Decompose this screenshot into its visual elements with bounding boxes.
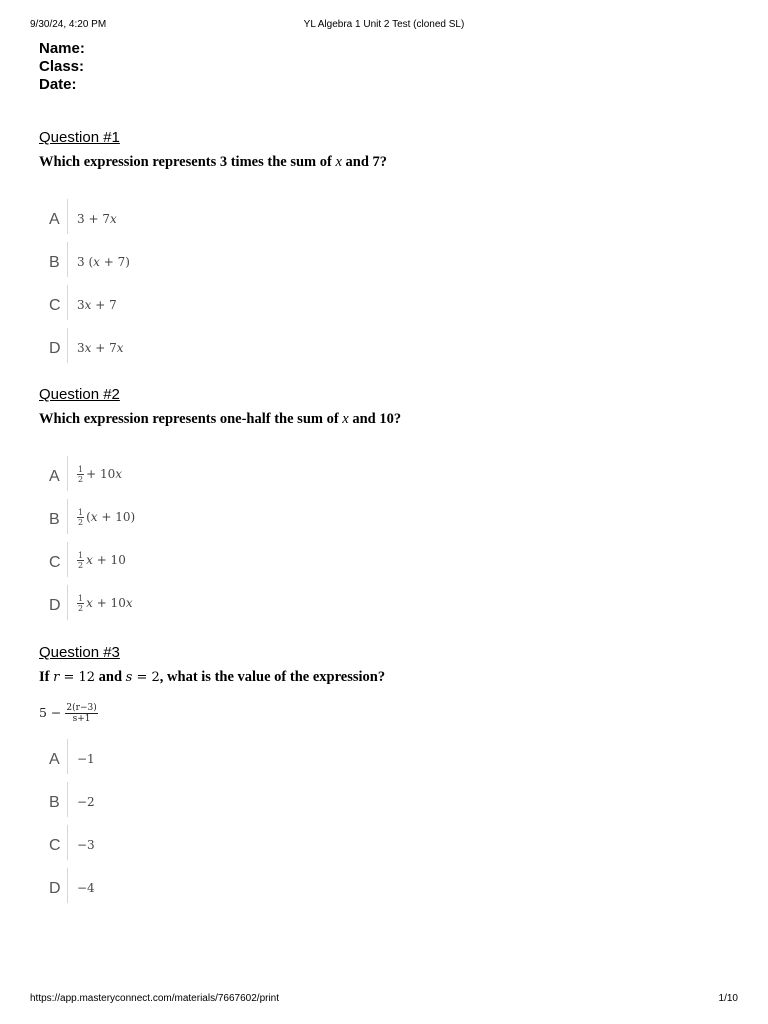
choice-letter: C xyxy=(49,297,61,314)
print-header xyxy=(30,19,738,33)
choice-divider xyxy=(67,782,68,817)
choice-letter: D xyxy=(49,597,61,614)
fraction-half xyxy=(77,551,84,570)
question-heading: Question #1 xyxy=(39,129,120,146)
fraction-denominator: 2 xyxy=(78,518,84,527)
question-stem xyxy=(39,667,729,687)
fraction-denominator: 2 xyxy=(78,604,84,613)
expr-part: + 10 xyxy=(92,596,126,610)
fraction-half xyxy=(77,465,84,484)
choice-divider xyxy=(67,868,68,903)
choice-letter: C xyxy=(49,837,61,854)
expr-part: + 7) xyxy=(99,255,130,269)
expression-lead: 5 − xyxy=(39,705,62,720)
date-label: Date: xyxy=(39,76,77,93)
choice-expression xyxy=(77,551,126,570)
expr-var: x xyxy=(86,553,93,567)
question-2-choices xyxy=(39,456,439,628)
stem-text: Which expression represents 3 times the sum of xyxy=(39,154,336,170)
choice-d[interactable] xyxy=(39,585,439,628)
expr-part: +1 xyxy=(77,714,91,724)
expr-var: x xyxy=(125,596,133,610)
expr-var: x xyxy=(116,341,124,355)
question-1 xyxy=(39,128,729,172)
choice-divider xyxy=(67,242,68,277)
choice-c[interactable] xyxy=(39,285,439,328)
class-label: Class: xyxy=(39,58,85,75)
choice-value: −2 xyxy=(77,795,95,809)
choice-letter: A xyxy=(49,468,60,485)
expression-fraction xyxy=(65,703,97,724)
expr-part: 3 ( xyxy=(77,255,94,269)
choice-divider xyxy=(67,328,68,363)
choice-divider xyxy=(67,542,68,577)
question-heading: Question #3 xyxy=(39,644,120,661)
choice-divider xyxy=(67,199,68,234)
question-stem xyxy=(39,409,729,429)
question-3-choices xyxy=(39,739,439,911)
choice-divider xyxy=(67,825,68,860)
choice-b[interactable] xyxy=(39,242,439,285)
expr-var: r xyxy=(75,703,80,713)
choice-b[interactable] xyxy=(39,782,439,825)
print-doc-title: YL Algebra 1 Unit 2 Test (cloned SL) xyxy=(303,19,465,30)
expr-var: x xyxy=(84,298,92,312)
stem-math-r xyxy=(53,670,95,685)
stem-text-end: , what is the value of the expression? xyxy=(159,669,386,685)
stem-value: = 2 xyxy=(132,670,160,685)
fraction-numerator: 1 xyxy=(78,465,84,474)
choice-expression xyxy=(77,465,122,484)
name-label: Name: xyxy=(39,40,85,57)
question-3-expression xyxy=(39,703,100,724)
choice-letter: D xyxy=(49,340,61,357)
fraction-numerator: 1 xyxy=(78,508,84,517)
choice-c[interactable] xyxy=(39,542,439,585)
choice-value: −4 xyxy=(77,881,95,895)
fraction-numerator: 1 xyxy=(78,551,84,560)
choice-d[interactable] xyxy=(39,328,439,371)
choice-a[interactable] xyxy=(39,199,439,242)
stem-variable: x xyxy=(335,154,342,170)
stem-text-end: and 10? xyxy=(348,411,402,427)
stem-text: If xyxy=(39,669,54,685)
page-number: 1/10 xyxy=(718,993,738,1004)
choice-letter: B xyxy=(49,794,60,811)
choice-expression xyxy=(77,212,117,226)
choice-value: −1 xyxy=(77,752,95,766)
expr-var: x xyxy=(90,510,98,524)
choice-divider xyxy=(67,456,68,491)
expr-part: −3) xyxy=(79,703,97,713)
expression-numerator xyxy=(65,703,97,714)
expression-denominator xyxy=(65,714,97,724)
question-heading: Question #2 xyxy=(39,386,120,403)
question-1-choices xyxy=(39,199,439,371)
choice-divider xyxy=(67,739,68,774)
expr-part: + 7 xyxy=(91,298,117,312)
question-stem xyxy=(39,152,729,172)
stem-variable: r xyxy=(53,670,60,685)
choice-a[interactable] xyxy=(39,456,439,499)
choice-expression xyxy=(77,508,135,527)
expr-var: x xyxy=(93,255,100,269)
expr-part: + 10) xyxy=(97,510,136,524)
choice-letter: A xyxy=(49,751,60,768)
stem-text: and xyxy=(95,669,126,685)
choice-divider xyxy=(67,499,68,534)
expr-part: 3 xyxy=(77,298,85,312)
expr-part: + 7 xyxy=(91,341,117,355)
expr-part: + 10 xyxy=(92,553,126,567)
choice-divider xyxy=(67,585,68,620)
question-2 xyxy=(39,385,729,429)
fraction-denominator: 2 xyxy=(78,475,84,484)
print-footer xyxy=(30,993,738,1007)
choice-expression xyxy=(77,341,124,355)
choice-expression xyxy=(77,298,117,312)
choice-a[interactable] xyxy=(39,739,439,782)
expr-var: s xyxy=(72,714,78,724)
choice-letter: C xyxy=(49,554,61,571)
choice-letter: B xyxy=(49,254,60,271)
question-3 xyxy=(39,643,729,687)
expr-part: 3 + 7 xyxy=(77,212,110,226)
expr-part: + 10 xyxy=(86,467,116,481)
choice-expression xyxy=(77,255,130,269)
choice-expression xyxy=(77,594,133,613)
fraction-half xyxy=(77,508,84,527)
expr-part: 3 xyxy=(77,341,85,355)
choice-b[interactable] xyxy=(39,499,439,542)
stem-variable: s xyxy=(125,670,133,685)
print-url[interactable]: https://app.masteryconnect.com/materials/7667602/print xyxy=(30,993,280,1004)
choice-letter: D xyxy=(49,880,61,897)
expr-part: 2( xyxy=(66,703,76,713)
choice-divider xyxy=(67,285,68,320)
choice-letter: A xyxy=(49,211,60,228)
choice-d[interactable] xyxy=(39,868,439,911)
choice-value: −3 xyxy=(77,838,95,852)
expr-var: x xyxy=(84,341,92,355)
expr-part: ( xyxy=(86,510,91,524)
fraction-numerator: 1 xyxy=(78,594,84,603)
expr-var: x xyxy=(115,467,123,481)
student-info xyxy=(39,40,85,94)
fraction-denominator: 2 xyxy=(78,561,84,570)
stem-math-s xyxy=(126,670,160,685)
expr-var: x xyxy=(109,212,117,226)
choice-c[interactable] xyxy=(39,825,439,868)
fraction-half xyxy=(77,594,84,613)
choice-letter: B xyxy=(49,511,60,528)
stem-text-end: and 7? xyxy=(341,154,388,170)
expr-var: x xyxy=(86,596,93,610)
stem-variable: x xyxy=(342,411,349,427)
stem-text: Which expression represents one-half the sum of xyxy=(39,411,343,427)
print-datetime: 9/30/24, 4:20 PM xyxy=(30,19,107,30)
stem-value: = 12 xyxy=(59,670,96,685)
